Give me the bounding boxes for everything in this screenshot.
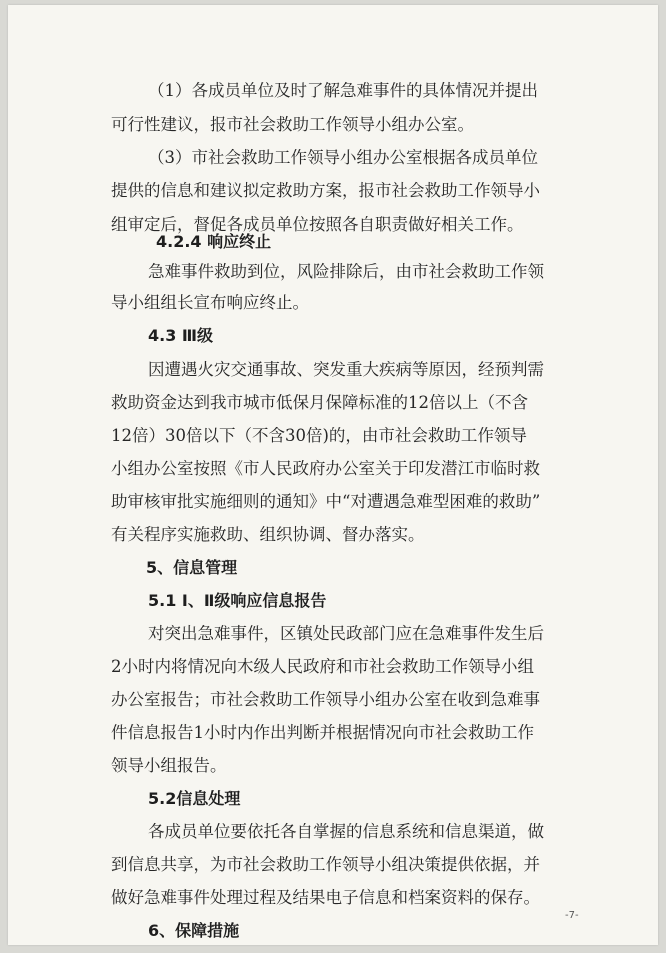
text-line: 可行性建议，报市社会救助工作领导小组办公室。 — [111, 115, 474, 134]
section-heading: 6、保障措施 — [148, 921, 240, 940]
page-number: -7- — [565, 910, 579, 921]
section-heading: 5.1 Ⅰ、Ⅱ级响应信息报告 — [148, 591, 327, 610]
section-heading: 5、信息管理 — [146, 558, 238, 577]
text-line: 件信息报告1小时内作出判断并根据情况向市社会救助工作 — [111, 723, 534, 742]
section-heading: 4.3 Ⅲ级 — [148, 326, 214, 345]
text-line: 小组办公室按照《市人民政府办公室关于印发潜江市临时救 — [111, 459, 540, 478]
text-line: 办公室报告；市社会救助工作领导小组办公室在收到急难事 — [111, 690, 540, 709]
text-line: 12倍）30倍以下（不含30倍)的，由市社会救助工作领导 — [111, 426, 527, 445]
document-page — [8, 5, 658, 945]
text-line: 因遭遇火灾交通事故、突发重大疾病等原因，经预判需 — [148, 360, 544, 379]
text-line: 到信息共享，为市社会救助工作领导小组决策提供依据，并 — [111, 855, 540, 874]
text-line: 救助资金达到我市城市低保月保障标准的12倍以上（不含 — [111, 393, 528, 412]
text-line: 组审定后，督促各成员单位按照各自职责做好相关工作。 — [111, 215, 524, 234]
text-line: 急难事件救助到位，风险排除后，由市社会救助工作领 — [148, 262, 544, 281]
text-line: 2小时内将情况向木级人民政府和市社会救助工作领导小组 — [111, 657, 534, 676]
text-line: 有关程序实施救助、组织协调、督办落实。 — [111, 525, 425, 544]
text-line: 领导小组报告。 — [111, 756, 227, 775]
text-line: 导小组组长宣布响应终止。 — [111, 293, 309, 312]
text-line: （1）各成员单位及时了解急难事件的具体情况并提出 — [148, 81, 538, 100]
text-line: 各成员单位要依托各自掌握的信息系统和信息渠道，做 — [148, 822, 544, 841]
text-line: 对突出急难事件，区镇处民政部门应在急难事件发生后 — [148, 624, 544, 643]
text-line: 做好急难事件处理过程及结果电子信息和档案资料的保存。 — [111, 888, 540, 907]
text-line: 助审核审批实施细则的通知》中“对遭遇急难型困难的救助” — [111, 492, 541, 511]
section-heading: 5.2信息处理 — [148, 789, 241, 808]
section-heading: 4.2.4 响应终止 — [156, 232, 272, 251]
text-line: （3）市社会救助工作领导小组办公室根据各成员单位 — [148, 148, 538, 167]
text-line: 提供的信息和建议拟定救助方案，报市社会救助工作领导小 — [111, 181, 540, 200]
